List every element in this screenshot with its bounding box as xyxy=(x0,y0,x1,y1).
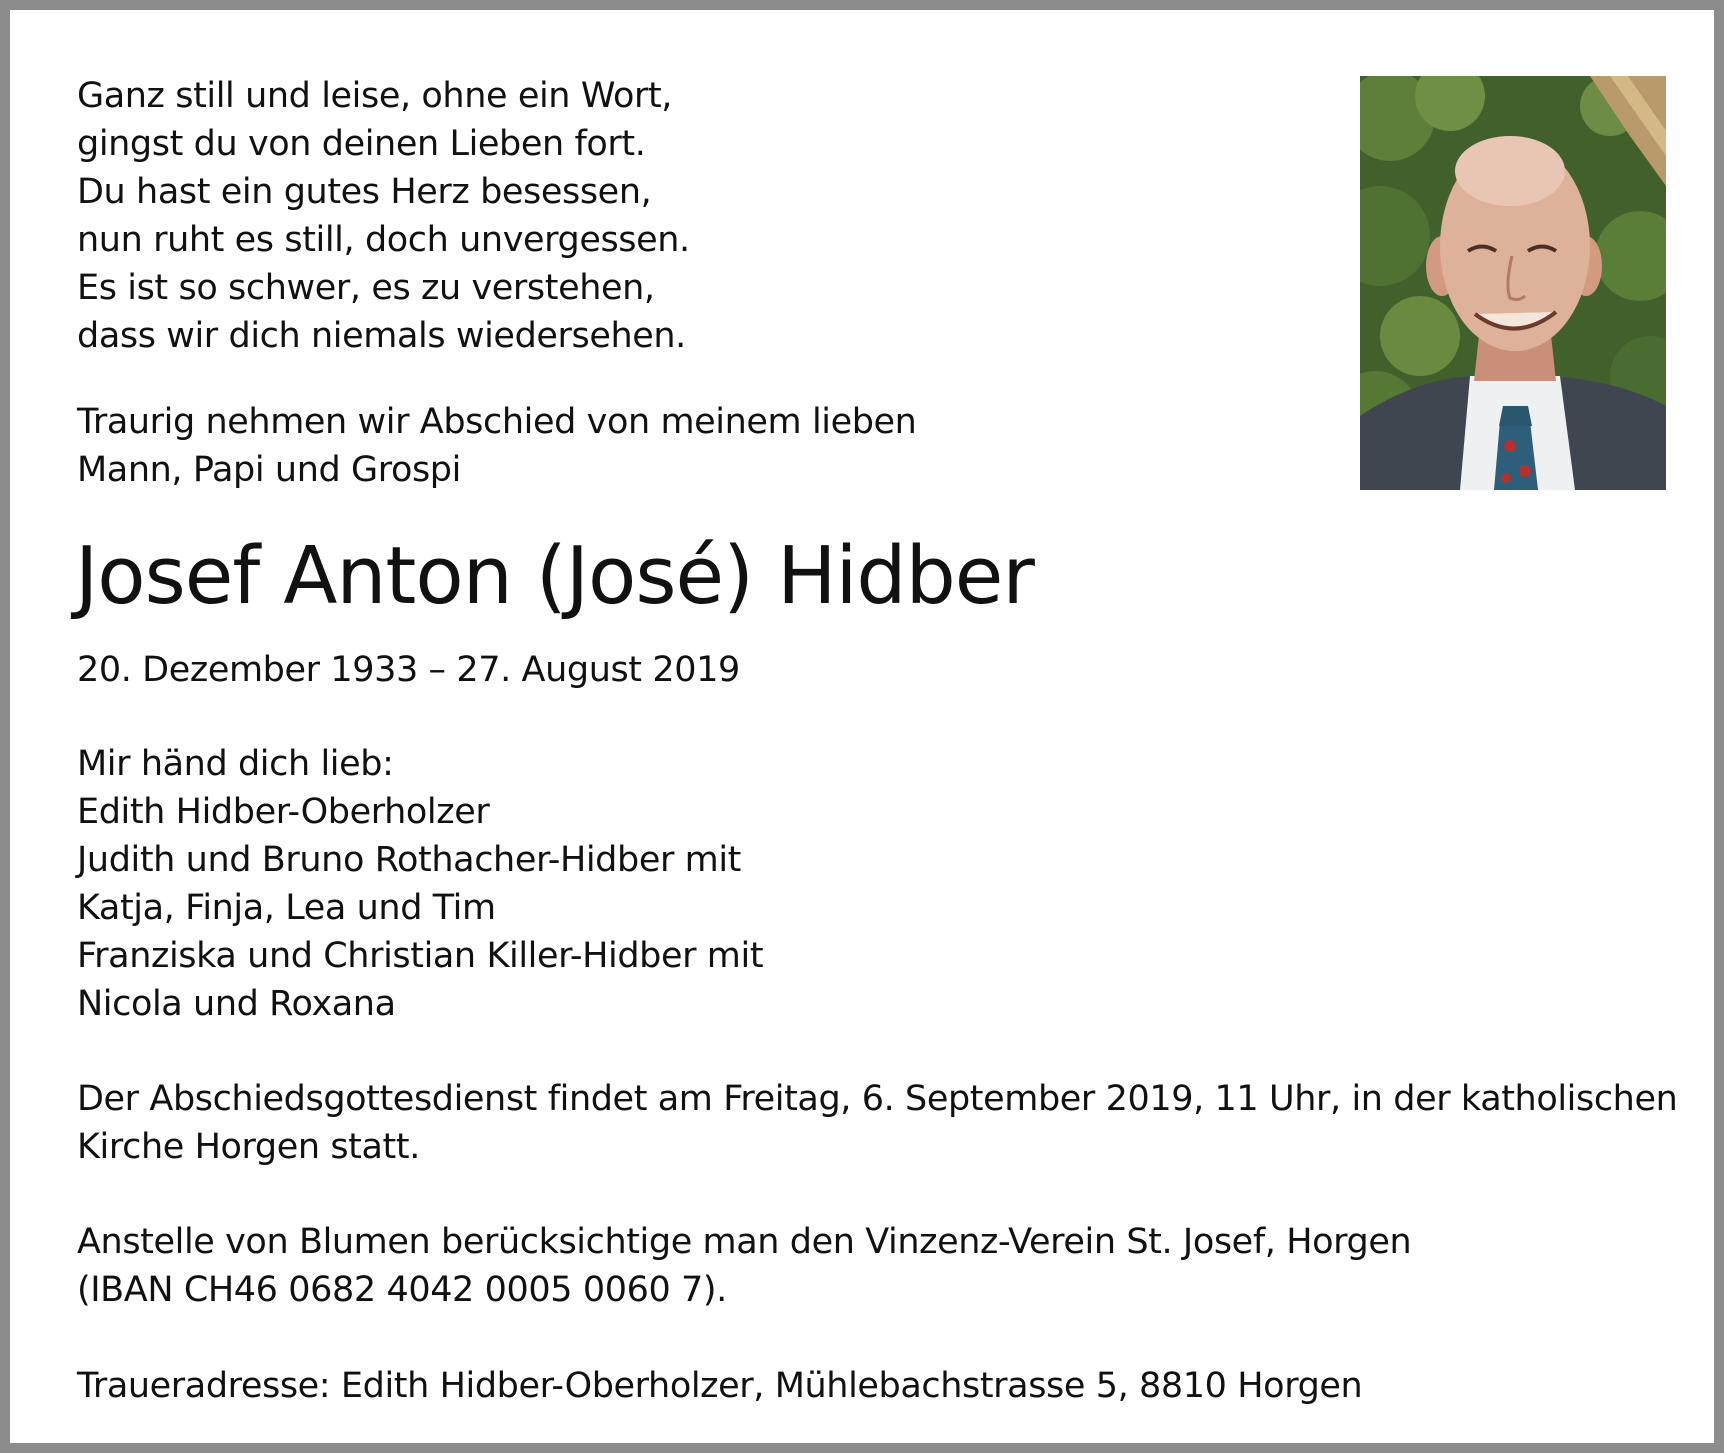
poem-line: dass wir dich niemals wiedersehen. xyxy=(77,316,686,356)
family-line: Mir händ dich lieb: xyxy=(77,744,394,784)
mourning-address: Traueradresse: Edith Hidber-Oberholzer, Mühlebachstrasse 5, 8810 Horgen xyxy=(77,1366,1363,1406)
family-line: Nicola und Roxana xyxy=(77,984,396,1024)
portrait-illustration xyxy=(1360,76,1666,490)
deceased-name: Josef Anton (José) Hidber xyxy=(75,530,1034,622)
intro-line: Mann, Papi und Grospi xyxy=(77,450,461,490)
portrait-photo xyxy=(1360,76,1666,490)
poem-line: Es ist so schwer, es zu verstehen, xyxy=(77,268,655,308)
donation-info xyxy=(77,1218,1411,1314)
intro-line: Traurig nehmen wir Abschied von meinem lieben xyxy=(77,402,917,442)
poem-line: gingst du von deinen Lieben fort. xyxy=(77,124,646,164)
poem-line: nun ruht es still, doch unvergessen. xyxy=(77,220,690,260)
family-list xyxy=(77,740,763,1028)
poem-line: Ganz still und leise, ohne ein Wort, xyxy=(77,76,673,116)
family-line: Katja, Finja, Lea und Tim xyxy=(77,888,496,928)
donation-line: (IBAN CH46 0682 4042 0005 0060 7). xyxy=(77,1270,727,1310)
family-line: Edith Hidber-Oberholzer xyxy=(77,792,490,832)
service-line: Der Abschiedsgottesdienst findet am Freitag, 6. September 2019, 11 Uhr, in der katholischen xyxy=(77,1079,1678,1119)
poem-line: Du hast ein gutes Herz besessen, xyxy=(77,172,652,212)
family-line: Judith und Bruno Rothacher-Hidber mit xyxy=(77,840,742,880)
poem xyxy=(77,72,690,360)
life-dates: 20. Dezember 1933 – 27. August 2019 xyxy=(77,650,740,690)
service-info xyxy=(77,1075,1677,1171)
family-line: Franziska und Christian Killer-Hidber mit xyxy=(77,936,764,976)
obituary-notice xyxy=(20,20,1724,1453)
farewell-intro xyxy=(77,398,916,494)
service-line: Kirche Horgen statt. xyxy=(77,1127,420,1167)
donation-line: Anstelle von Blumen berücksichtige man den Vinzenz-Verein St. Josef, Horgen xyxy=(77,1222,1412,1262)
